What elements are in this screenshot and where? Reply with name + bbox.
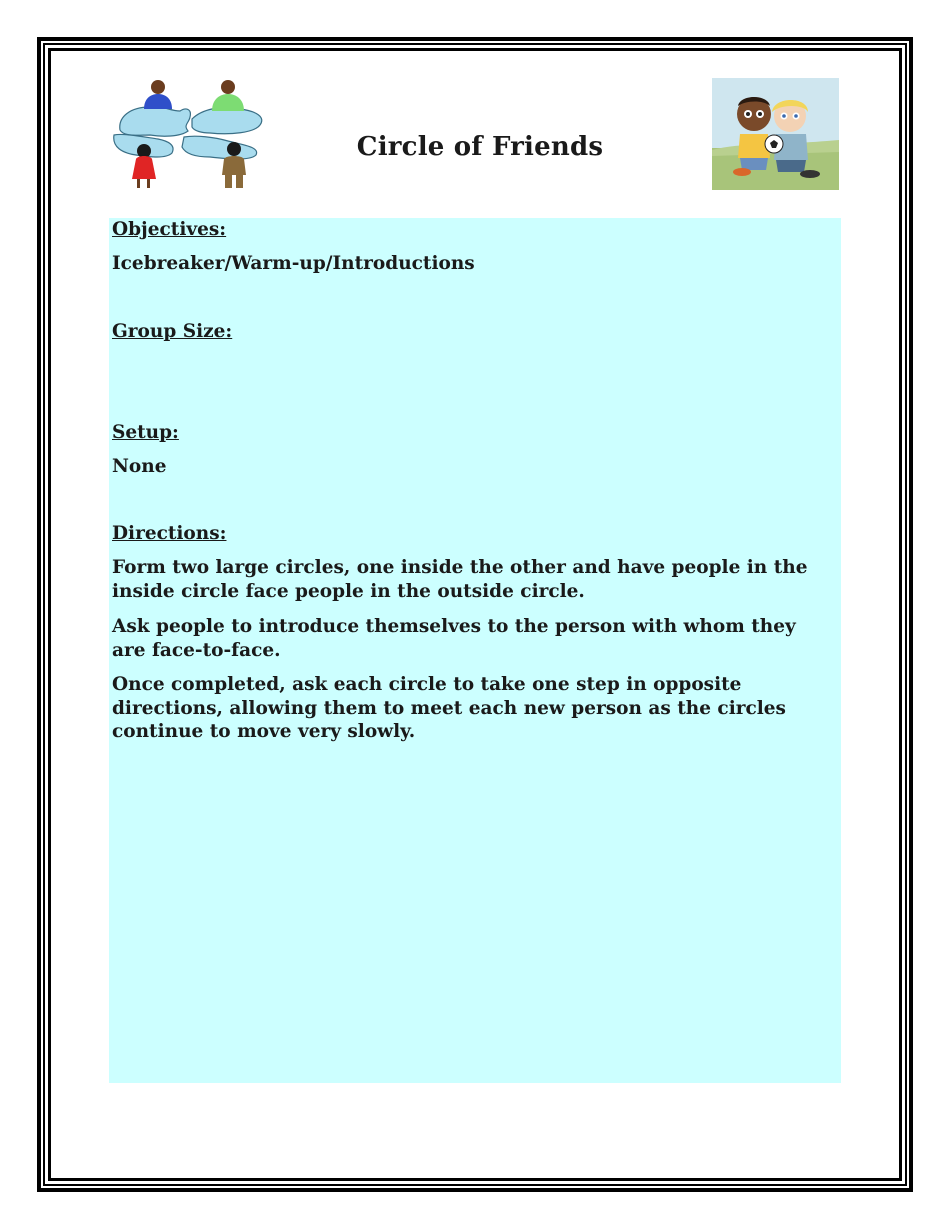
directions-paragraph: Ask people to introduce themselves to the person with whom they are face-to-face. <box>112 616 796 661</box>
setup-heading: Setup: <box>112 422 179 443</box>
directions-paragraph: Form two large circles, one inside the other and have people in the inside circle face people in the outside circle. <box>112 557 808 602</box>
group-size-heading: Group Size: <box>112 321 233 342</box>
setup-text: None <box>112 456 167 477</box>
objectives-text: Icebreaker/Warm-up/Introductions <box>112 253 475 274</box>
directions-heading: Directions: <box>112 523 227 544</box>
page-title: Circle of Friends <box>356 132 604 163</box>
directions-paragraph: Once completed, ask each circle to take one step in opposite directions, allowing them to meet each new person as the circles continue to move very slowly. <box>112 674 786 742</box>
puzzle-people-illustration <box>110 75 270 193</box>
objectives-heading: Objectives: <box>112 219 227 240</box>
kids-soccer-illustration <box>712 78 839 190</box>
